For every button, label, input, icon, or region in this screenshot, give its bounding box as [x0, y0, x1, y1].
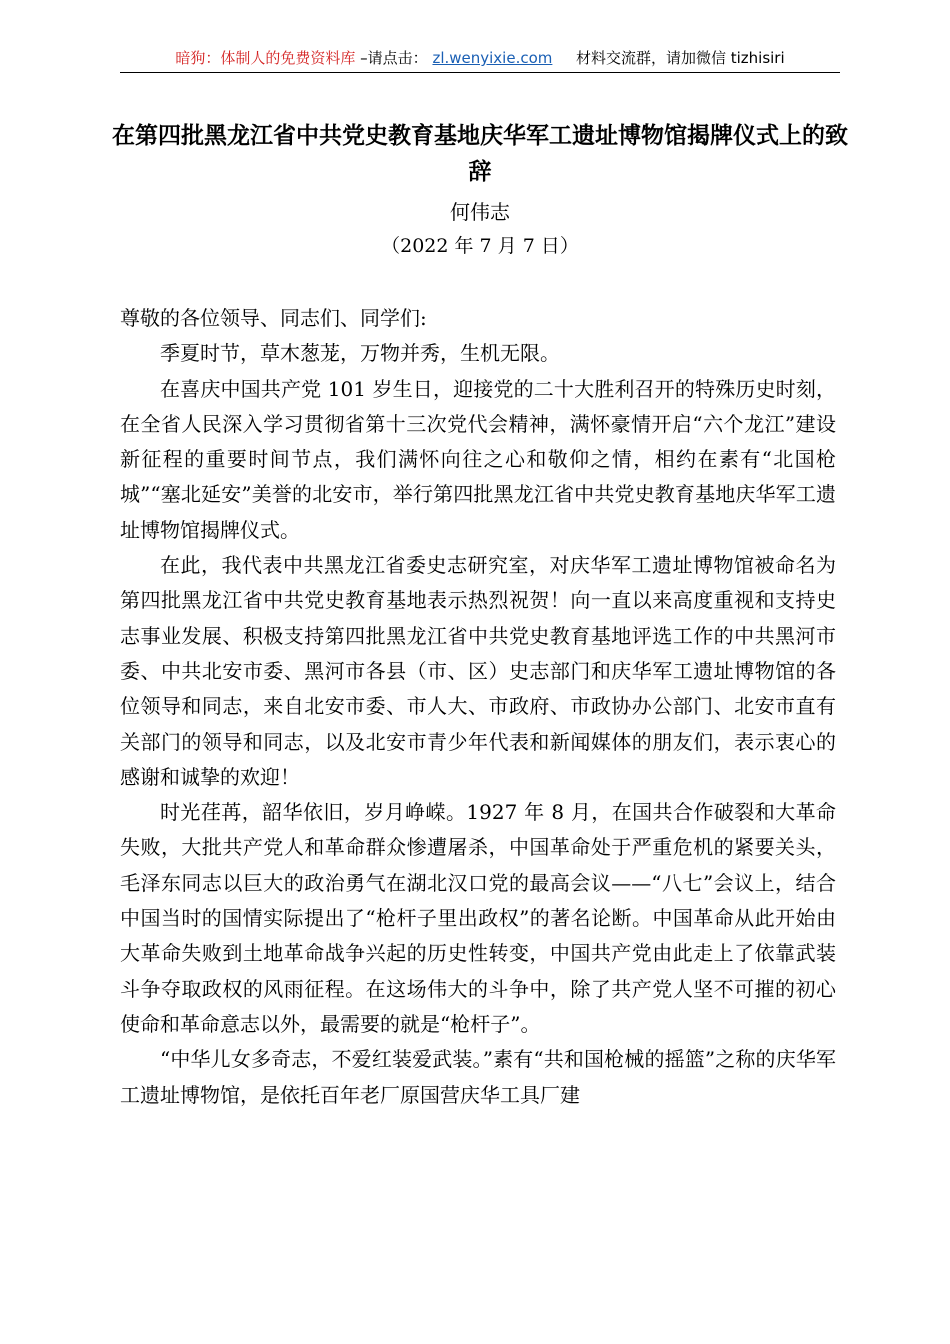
paragraph: 时光荏苒，韶华依旧，岁月峥嵘。1927 年 8 月，在国共合作破裂和大革命失败，大批共产党人和革命群众惨遭屠杀，中国革命处于严重危机的紧要关头，毛泽东同志以巨大的政治勇气在湖北汉口党的最高会议——“八七”会议上，结合中国当时的国情实际提出了“枪杆子里出政权”的著名论断。中国革命从此开始由大革命失败到土地革命战争兴起的历史性转变，中国共产党由此走上了依靠武装斗争夺取政权的风雨征程。在这场伟大的斗争中，除了共产党人坚不可摧的初心使命和革命意志以外，最需要的就是“枪杆子”。 [120, 800, 836, 1036]
header-divider [120, 72, 840, 73]
paragraph: 在喜庆中国共产党 101 岁生日，迎接党的二十大胜利召开的特殊历史时刻，在全省人民深入学习贯彻省第十三次党代会精神，满怀豪情开启“六个龙江”建设新征程的重要时间节点，我们满怀向往之心和敬仰之情，相约在素有“北国枪城”“塞北延安”美誉的北安市，举行第四批黑龙江省中共党史教育基地庆华军工遗址博物馆揭牌仪式。 [120, 376, 836, 542]
page-header [120, 44, 840, 72]
paragraph: 在此，我代表中共黑龙江省委史志研究室，对庆华军工遗址博物馆被命名为第四批黑龙江省中共党史教育基地表示热烈祝贺！向一直以来高度重视和支持史志事业发展、积极支持第四批黑龙江省中共党史教育基地评选工作的中共黑河市委、中共北安市委、黑河市各县（市、区）史志部门和庆华军工遗址博物馆的各位领导和同志，来自北安市委、市人大、市政府、市政协办公部门、北安市直有关部门的领导和同志，以及北安市青少年代表和新闻媒体的朋友们，表示衷心的感谢和诚挚的欢迎！ [120, 553, 836, 789]
header-link[interactable]: zl.wenyixie.com [432, 49, 553, 67]
document-author: 何伟志 [450, 200, 510, 224]
document-date: （2022 年 7 月 7 日） [381, 235, 579, 257]
document-body [120, 301, 836, 1113]
document-title: 在第四批黑龙江省中共党史教育基地庆华军工遗址博物馆揭牌仪式上的致辞 [112, 122, 848, 185]
header-contact: 材料交流群，请加微信 tizhisiri [575, 49, 785, 67]
header-brand: 暗狗：体制人的免费资料库 [175, 49, 356, 67]
paragraph: “中华儿女多奇志，不爱红装爱武装。”素有“共和国枪械的摇篮”之称的庆华军工遗址博物馆，是依托百年老厂原国营庆华工具厂建 [120, 1047, 836, 1107]
paragraph: 季夏时节，草木葱茏，万物并秀，生机无限。 [160, 341, 560, 366]
salutation: 尊敬的各位领导、同志们、同学们: [120, 306, 427, 330]
header-prompt: –请点击： [360, 49, 428, 67]
